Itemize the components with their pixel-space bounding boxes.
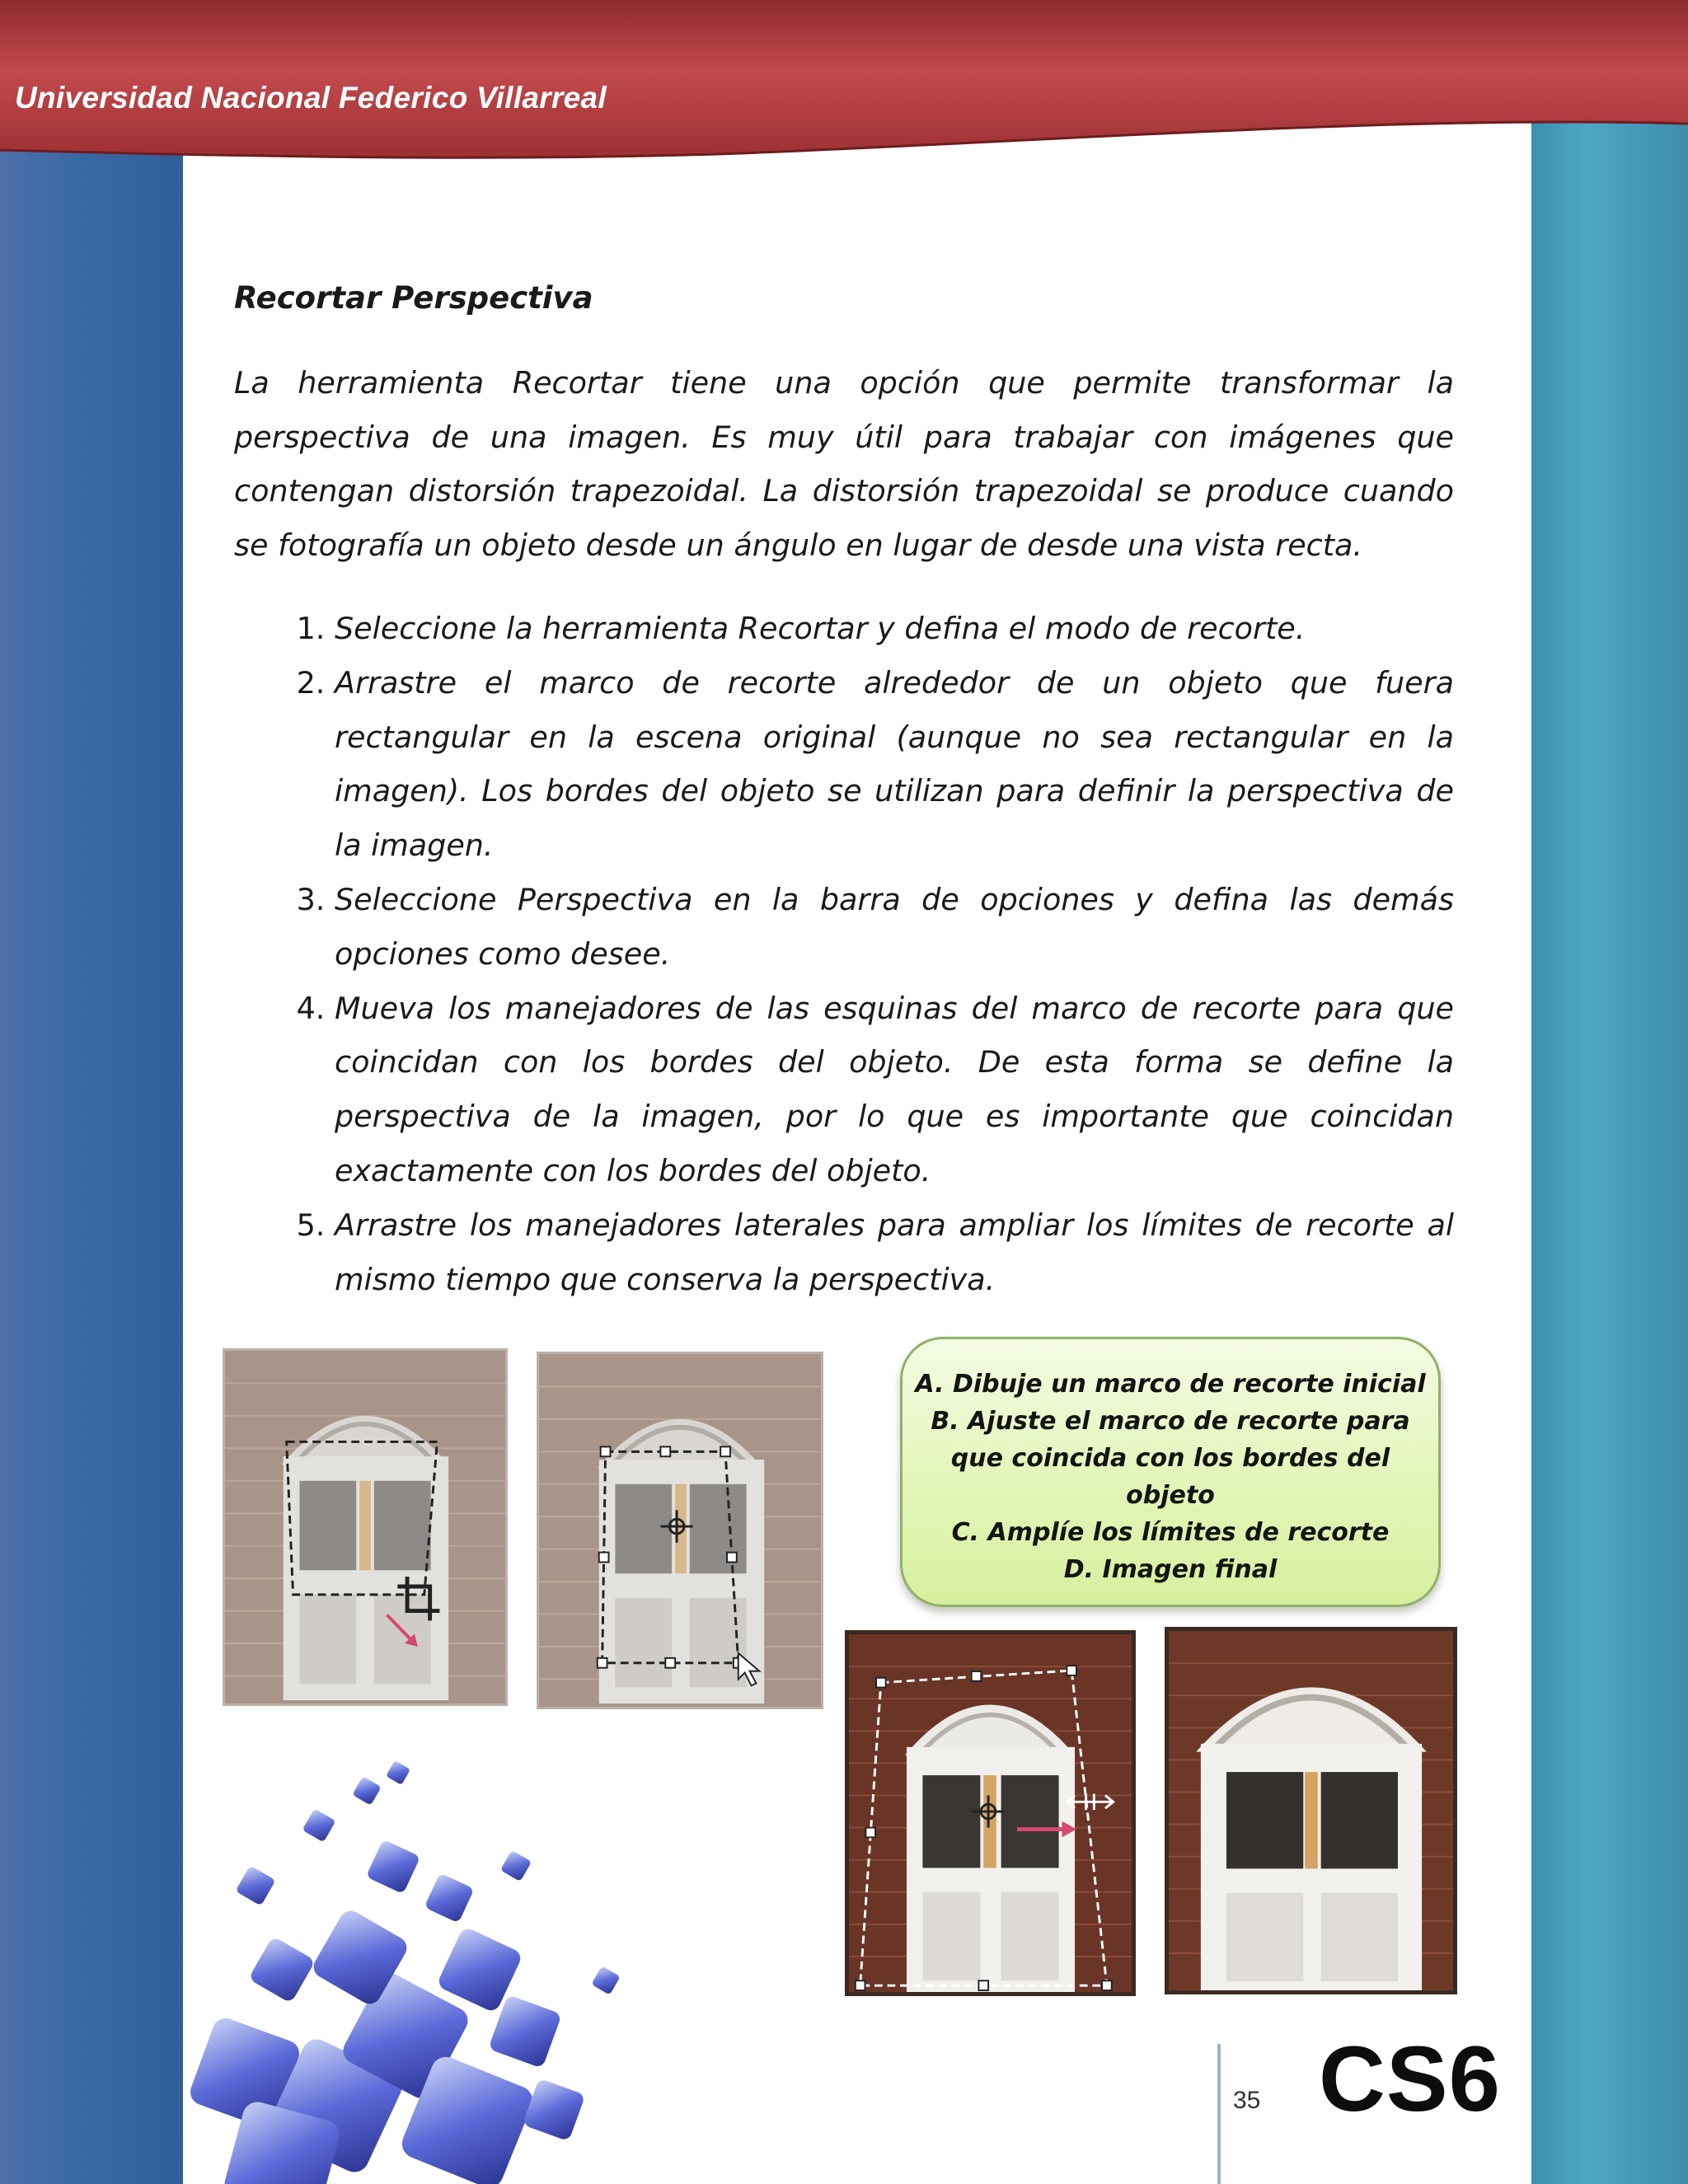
step-item: 1. Seleccione la herramienta Recortar y defina el modo de recorte.	[335, 602, 1454, 656]
step-item: 2. Arrastre el marco de recorte alrededor de un objeto que fuera rectangular en la escena original (aunque no sea rectangular en la imagen). Los bordes del objeto se utilizan para definir la perspectiva de la imagen.	[335, 656, 1454, 873]
decorative-blue-cubes	[183, 1755, 743, 2184]
right-decorative-band	[1531, 0, 1688, 2184]
intro-paragraph: La herramienta Recortar tiene una opción que permite transformar la perspectiva de una imagen. Es muy útil para trabajar con imágenes que contengan distorsión trapezoidal. La distorsión trapezoidal se produce cuando se fotografía un objeto desde un ángulo en lugar de desde una vista recta.	[234, 365, 1454, 563]
caption-line-d: D. Imagen final	[1063, 1555, 1278, 1584]
page-number-rule	[1217, 2044, 1221, 2184]
step-item: 4. Mueva los manejadores de las esquinas del marco de recorte para que coincidan con los bordes del objeto. De esta forma se define la perspectiva de la imagen, por lo que es importante que coincidan exactamente con los bordes del objeto.	[335, 982, 1454, 1198]
caption-line-b2: que coincida con los bordes del	[950, 1444, 1390, 1473]
steps-list	[234, 602, 1454, 1306]
caption-callout	[900, 1337, 1441, 1607]
cs6-badge: CS6	[1319, 2027, 1501, 2130]
step-item: 5. Arrastre los manejadores laterales para ampliar los límites de recorte al mismo tiempo que conserva la perspectiva.	[335, 1198, 1454, 1307]
photo-d-final-image	[1165, 1627, 1457, 1994]
caption-line-b3: objeto	[1126, 1481, 1215, 1510]
university-name: Universidad Nacional Federico Villarreal	[15, 81, 607, 115]
photo-c-expand-crop	[845, 1630, 1136, 1996]
page-number: 35	[1233, 2087, 1261, 2114]
photo-b-adjust-crop	[537, 1352, 823, 1709]
section-heading: Recortar Perspectiva	[234, 280, 593, 316]
caption-line-b1: B. Ajuste el marco de recorte para	[931, 1407, 1410, 1436]
left-decorative-band	[0, 0, 183, 2184]
caption-line-c: C. Amplíe los límites de recorte	[951, 1518, 1390, 1547]
step-item: 3. Seleccione Perspectiva en la barra de opciones y defina las demás opciones como desee.	[335, 873, 1454, 982]
photo-a-initial-crop	[223, 1348, 508, 1706]
caption-line-a: A. Dibuje un marco de recorte inicial	[915, 1370, 1426, 1399]
